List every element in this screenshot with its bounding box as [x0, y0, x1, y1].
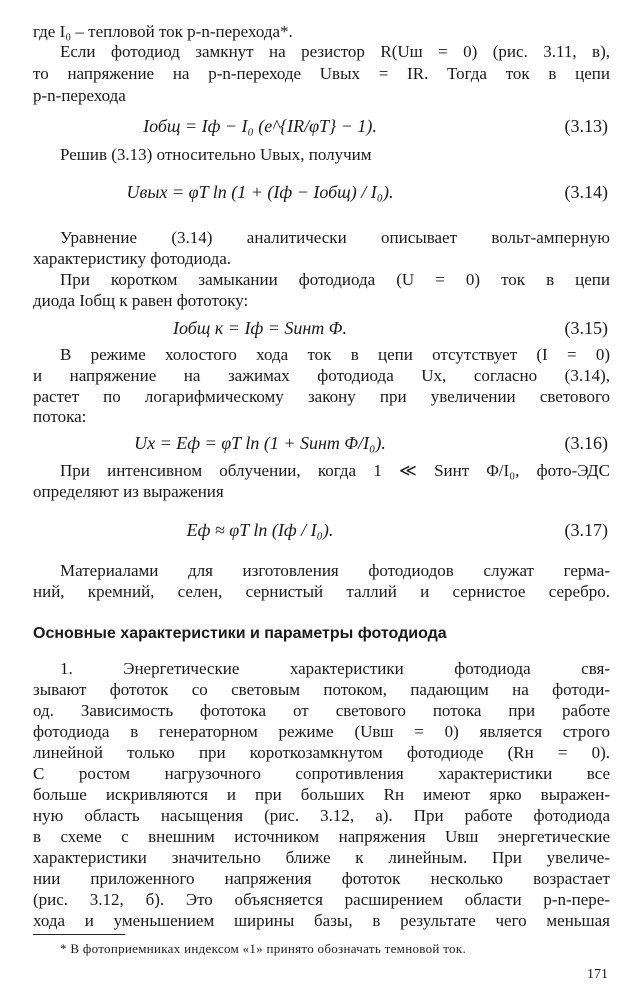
text-line: ную область насыщения (рис. 3.12, а). При работе фотодиода — [33, 806, 610, 825]
equation-number: (3.15) — [564, 318, 608, 338]
footnote: * В фотоприемниках индексом «1» принято обозначать темновой ток. — [60, 941, 466, 956]
text-line: хода и уменьшением ширины базы, в результате чего меньшая — [33, 911, 610, 930]
equation-expression: Iобщ = Iф − I₀ (e^{IR/φT} − 1). — [143, 116, 377, 136]
text-line: При коротком замыкании фотодиода (U = 0) ток в цепи — [60, 270, 610, 289]
text-line: зывают фототок со световым потоком, падающим на фотоди- — [33, 680, 610, 699]
text-line: (рис. 3.12, б). Это объясняется расширением области p-n-пере- — [33, 890, 610, 909]
text-line: ний, кремний, селен, сернистый таллий и сернистое серебро. — [33, 582, 610, 601]
text-line: характеристику фотодиода. — [33, 249, 232, 268]
equation-3-17 — [0, 510, 640, 550]
text-line: фотодиода в генераторном режиме (Uвш = 0) является строго — [33, 722, 610, 741]
text-line: Материалами для изготовления фотодиодов служат герма- — [60, 561, 610, 580]
text-line: 1. Энергетические характеристики фотодиода свя- — [60, 659, 610, 678]
text-line: С ростом нагрузочного сопротивления характеристики все — [33, 764, 610, 783]
equation-number: (3.14) — [564, 182, 608, 202]
section-heading: Основные характеристики и параметры фотодиода — [33, 625, 447, 642]
text-line: p-n-перехода — [33, 86, 126, 105]
equation-expression: Eф ≈ φT ln (Iф / I₀). — [186, 520, 334, 540]
text-line: определяют из выражения — [33, 482, 224, 501]
equation-number: (3.17) — [564, 520, 608, 540]
text-line: больше искривляются и при больших Rн имеют ярко выражен- — [33, 785, 610, 804]
equation-3-14 — [0, 172, 640, 212]
text-line: в схеме с внешним источником напряжения Uвш энергетические — [33, 827, 610, 846]
equation-number: (3.13) — [564, 116, 608, 136]
page-number: 171 — [587, 967, 608, 982]
text-line: линейной только при короткозамкнутом фотодиоде (Rн = 0). — [33, 743, 610, 762]
text-line: Решив (3.13) относительно Uвых, получим — [60, 145, 372, 164]
equation-3-13 — [0, 106, 640, 146]
text-line: Если фотодиод замкнут на резистор R(Uш = 0) (рис. 3.11, в), — [60, 42, 610, 61]
equation-expression: Uх = Eф = φT ln (1 + Sинт Φ/I₀). — [134, 433, 386, 453]
text-line: нии приложенного напряжения фототок несколько возрастает — [33, 869, 610, 888]
equation-expression: Iобщ к = Iф = Sинт Φ. — [172, 318, 347, 338]
text-line: потока: — [33, 407, 87, 426]
text-line: характеристики значительно ближе к линейным. При увеличе- — [33, 848, 610, 867]
text-line: од. Зависимость фототока от светового потока при работе — [33, 701, 610, 720]
equation-number: (3.16) — [564, 433, 608, 453]
text-line: В режиме холостого хода ток в цепи отсутствует (I = 0) — [60, 345, 610, 364]
footnote-rule — [33, 934, 125, 935]
text-line: Уравнение (3.14) аналитически описывает вольт-амперную — [60, 228, 610, 247]
text-line: где I₀ – тепловой ток p-n-перехода*. — [33, 22, 293, 41]
text-line: диода Iобщ к равен фототоку: — [33, 291, 249, 310]
text-line: то напряжение на p-n-переходе Uвых = IR. Тогда ток в цепи — [33, 64, 610, 83]
equation-3-16 — [0, 423, 640, 463]
text-line: При интенсивном облучении, когда 1 ≪ Sинт Φ/I₀, фото-ЭДС — [60, 461, 610, 480]
equation-expression: Uвых = φT ln (1 + (Iф − Iобщ) / I₀). — [126, 182, 394, 202]
text-line: и напряжение на зажимах фотодиода Uх, согласно (3.14), — [33, 366, 610, 385]
equation-3-15 — [0, 308, 640, 348]
text-line: растет по логарифмическому закону при увеличении светового — [33, 387, 610, 406]
